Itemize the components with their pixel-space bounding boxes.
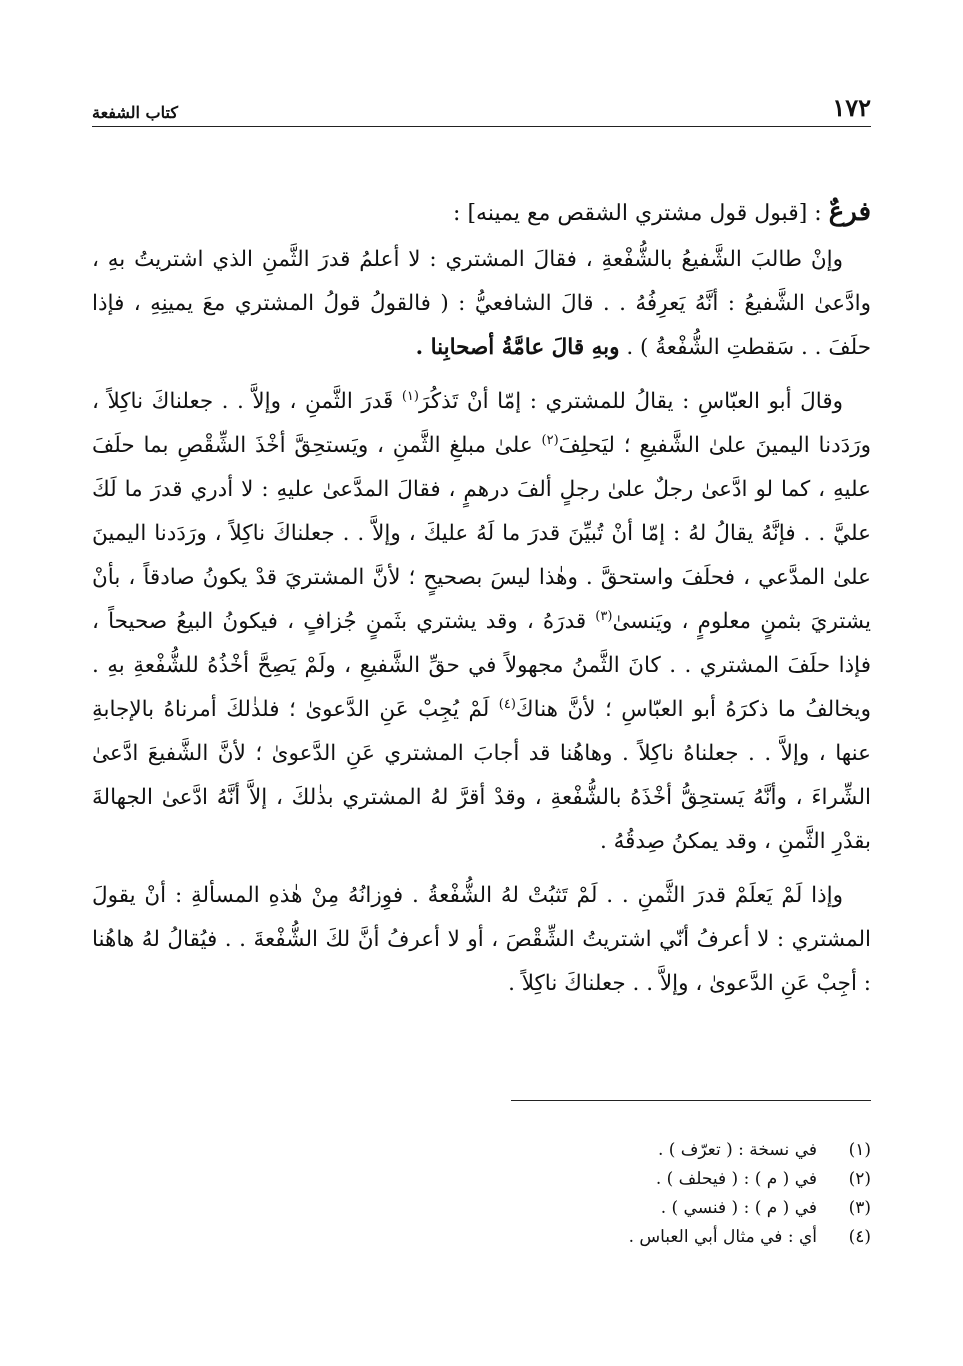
footnote-item [92,1223,871,1252]
footnote-item [92,1136,871,1165]
paragraph-2-part-d: قدرَهُ ، وقد يشتري بثَمنٍ جُزافٍ ، فيكونُ البيعُ صحيحاً ، فإذا حلَفَ المشتري . . كانَ الثَّمنُ مجهولاً في حقِّ الشَّفيعِ ، ولَمْ يَصِحَّ أخْذُهُ للشُّفْعةِ بهِ . ويخالفُ ما ذكرَهُ أبو العبّاسِ ؛ لأنَّ هناكَ [92,609,871,722]
paragraph-1-text: وإنْ طالبَ الشَّفيعُ بالشُّفْعةِ ، فقالَ المشتري : لا أعلمُ قدرَ الثَّمنِ الذي اشتريتُ بهِ ، وادَّعىٰ الشَّفيعُ : أنَّهُ يَعرِفُهُ . . قالَ الشافعيُّ : ( فالقولُ قولُ المشتري معَ يمينِهِ ، فإذا حلَفَ . . سَقطتِ الشُّفْعةُ ) . [92,247,871,360]
paragraph-2-part-a: وقالَ أبو العبّاسِ : يقالُ للمشتري : إمّا أنْ تَذكُرَ [418,389,843,414]
footnote-ref-1[interactable]: (١) [401,388,419,404]
section-title: : [قبول قول مشتري الشقص مع يمينه] : [453,201,829,226]
paragraph-2-part-e: لَمْ يُجِبْ عَنِ الدَّعوىٰ ؛ فلذٰلكَ أمرناهُ بالإجابةِ عنها ، وإلاَّ . . جعلناهُ ناكِلاً . وهاهُنا قد أجابَ المشتري عَنِ الدَّعوىٰ ؛ لأنَّ الشَّفيعَ ادَّعىٰ الشِّراءَ ، وأنَّهُ يَستحِقُّ أخْذَهُ بالشُّفْعةِ ، وقدْ أقرَّ لهُ المشتري بذٰلكَ ، إلاَّ أنَّهُ ادَّعىٰ الجهالةَ بقدْرِ الثَّمنِ ، وقد يمكنُ صِدقُهُ . [92,697,871,854]
paragraph-2-part-c: علىٰ مبلغِ الثَّمنِ ، ويَستحِقَّ أخْذَ الشِّقْصِ بما حلَفَ عليهِ ، كما لو ادَّعىٰ رجلٌ علىٰ رجلٍ ألفَ درهمٍ ، فقالَ المدَّعىٰ عليهِ : لا أدري قدرَ ما لَكَ عليَّ . . فإنَّهُ يقالُ لهُ : إمّا أنْ تُبيِّنَ قدرَ ما لَهُ عليكَ ، وإلاَّ . . جعلناكَ ناكِلاً ، ورَدَدنا اليمينَ علىٰ المدَّعي ، فحلَفَ واستحقَّ . وهٰذا ليسَ بصحيحٍ ؛ لأنَّ المشتريَ قدْ يكونُ صادقاً ، بأنْ يشتريَ بثمنٍ معلومٍ ، ويَنسىٰ [92,433,872,634]
footnote-text: في ( م ) : ( فيحلف ) . [655,1169,817,1189]
paragraph-2 [92,380,871,864]
section-label: فرعٌ [828,197,871,227]
footnote-item [92,1165,871,1194]
page-number: ١٧٢ [832,93,871,122]
footnote-ref-3[interactable]: (٣) [595,608,613,624]
section-heading [92,190,871,236]
footnote-number: (٢) [848,1169,871,1189]
footnote-number: (٣) [848,1198,871,1218]
footnote-divider [511,1100,871,1101]
footnote-ref-4[interactable]: (٤) [498,696,516,712]
footnote-item [92,1194,871,1223]
page-header [92,86,871,127]
footnote-number: (٤) [848,1227,871,1247]
footnote-text: أي : في مثال أبي العباس . [628,1227,817,1247]
main-text [92,190,871,1016]
footnote-text: في ( م ) : ( فنسي ) . [660,1198,817,1218]
paragraph-1 [92,238,871,370]
paragraph-3: وإذا لَمْ يَعلَمْ قدرَ الثَّمنِ . . لَمْ تَثبُتْ لهُ الشُّفْعةُ . فوِزانُهُ مِنْ هٰذهِ المسألةِ : أنْ يقولَ المشتري : لا أعرفُ أنّي اشتريتُ الشِّقْصَ ، أو لا أعرفُ أنَّ لكَ الشُّفْعةَ . . فيُقالُ لهُ هاهُنا : أجِبْ عَنِ الدَّعوىٰ ، وإلاَّ . . جعلناكَ ناكِلاً . [92,883,871,996]
footnote-number: (١) [848,1140,871,1160]
paragraph-2-part-b: قَدرَ الثَّمنِ ، وإلاَّ . . جعلناكَ ناكِلاً ، ورَدَدنا اليمينَ علىٰ الشَّفيعِ ؛ ليَحلِفَ [92,389,871,458]
footnotes-list [92,1136,871,1252]
footnote-ref-2[interactable]: (٢) [541,432,559,448]
footnote-text: في نسخة : ( تعرّف ) . [657,1140,817,1160]
running-title: كتاب الشفعة [92,103,178,122]
paragraph-1-bold: وبهِ قالَ عامَّةُ أصحابِنا . [415,335,620,360]
